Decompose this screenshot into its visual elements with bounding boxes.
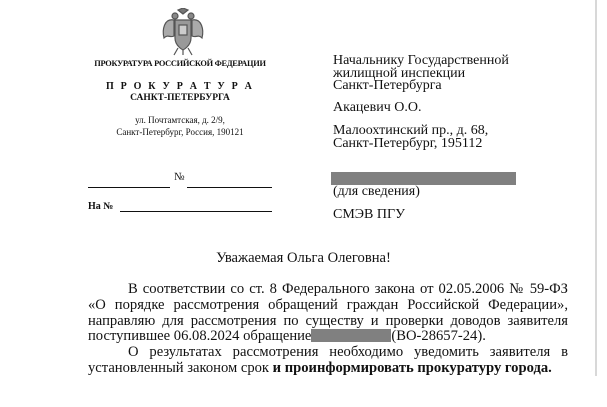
recipient-line2: жилищной инспекции	[333, 66, 466, 81]
office-name-line2: САНКТ-ПЕТЕРБУРГА	[130, 93, 230, 103]
office-name-line1: П Р О К У Р А Т У Р А	[105, 81, 255, 92]
greeting: Уважаемая Ольга Олеговна!	[216, 250, 391, 266]
paragraph1-line2: «О порядке рассмотрения обращений граждан Российской Федерации»,	[88, 297, 568, 313]
org-name: ПРОКУРАТУРА РОССИЙСКОЙ ФЕДЕРАЦИИ	[94, 59, 266, 68]
date-line	[88, 187, 170, 188]
deadline-text: установленный законом срок	[88, 360, 273, 376]
outgoing-number-label: №	[174, 171, 185, 183]
recipient-address2: Санкт-Петербург, 195112	[333, 136, 483, 151]
paragraph2-line1: О результатах рассмотрения необходимо уведомить заявителя в	[128, 344, 568, 360]
paragraph2-line2	[88, 361, 568, 377]
redacted-applicant	[311, 329, 391, 342]
paragraph1-line4	[88, 329, 568, 345]
delivery-channel: СМЭВ ПГУ	[333, 207, 405, 222]
paragraph1-line3: направляю для рассмотрения по существу и проверки доводов заявителя	[88, 313, 568, 329]
case-number: (ВО-28657-24).	[391, 328, 486, 344]
cc-note: (для сведения)	[333, 184, 420, 199]
paragraph1-line1: В соответствии со ст. 8 Федерального закона от 02.05.2006 № 59-ФЗ	[128, 281, 568, 297]
recipient-line3: Санкт-Петербурга	[333, 78, 442, 93]
recipient-address1: Малоохтинский пр., д. 68,	[333, 123, 489, 138]
recipient-line1: Начальнику Государственной	[333, 53, 509, 68]
reference-number-line	[120, 211, 272, 212]
received-text: поступившее 06.08.2024 обращение	[88, 328, 312, 344]
reference-number-label: На №	[88, 201, 114, 212]
number-line	[187, 187, 272, 188]
office-address-line1: ул. Почтамтская, д. 2/9,	[135, 115, 225, 125]
coat-of-arms-emblem	[160, 8, 206, 56]
office-address-line2: Санкт-Петербург, Россия, 190121	[116, 127, 244, 137]
recipient-name: Акацевич О.О.	[333, 100, 422, 115]
inform-prosecutor-text: и проинформировать прокуратуру города.	[272, 360, 552, 376]
page-edge	[595, 0, 597, 376]
